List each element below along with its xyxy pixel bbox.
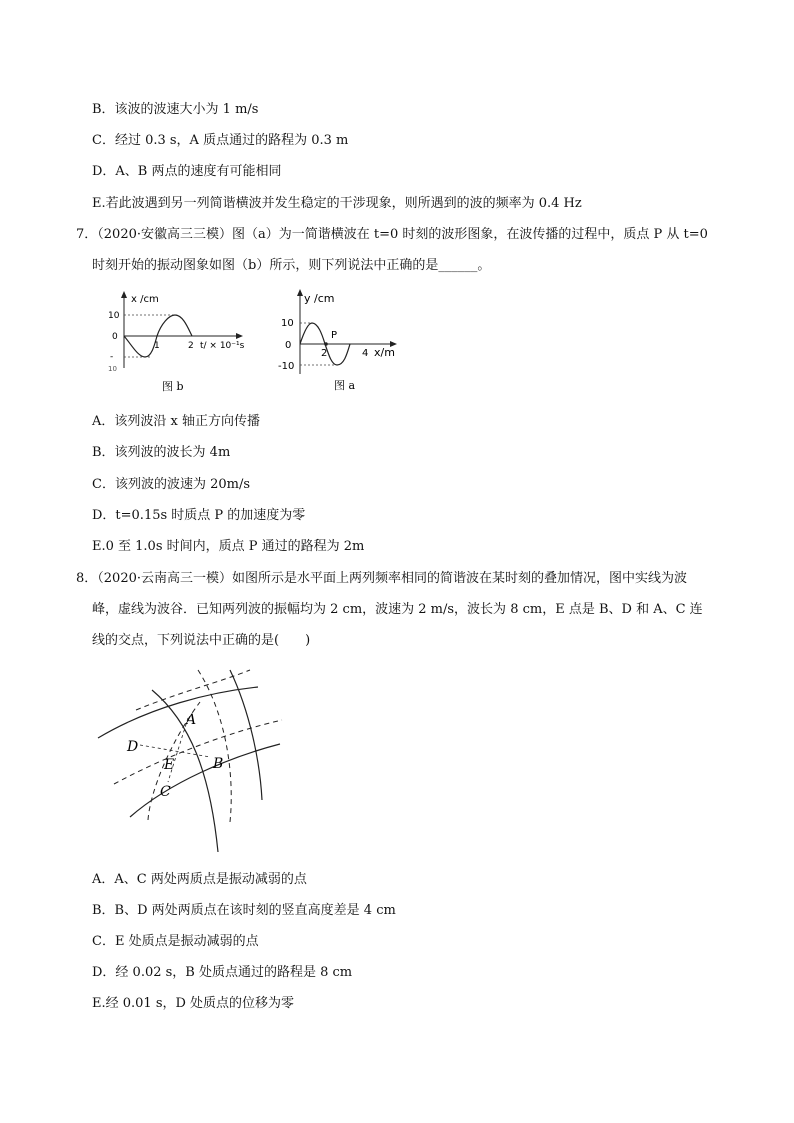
q6-option-d: D．A、B 两点的速度有可能相同 <box>92 164 282 179</box>
fig-b-caption: 图 b <box>162 380 184 393</box>
fig-label-a: A <box>186 712 197 728</box>
q7-option-c: C．该列波的波速为 20m/s <box>92 477 250 492</box>
fig-label-b: B <box>213 756 224 772</box>
fig-a-tick-10: 10 <box>281 318 294 329</box>
fig-b-tick-1: 1 <box>154 341 160 351</box>
q7-option-a: A．该列波沿 x 轴正方向传播 <box>92 414 260 429</box>
q8-stem-line3: 线的交点，下列说法中正确的是( ) <box>92 633 311 648</box>
fig-a-y-label: y /cm <box>304 292 335 305</box>
q7-figure-a <box>276 286 426 398</box>
q7-stem-line2: 时刻开始的振动图象如图（b）所示，则下列说法中正确的是______。 <box>92 258 491 273</box>
fig-label-c: C <box>160 784 171 800</box>
fig-a-tick-4: 4 <box>362 348 369 359</box>
fig-a-tick-2: 2 <box>321 348 328 359</box>
q8-stem-line1: 8．（2020·云南高三一模）如图所示是水平面上两列频率相同的简谐波在某时刻的叠加情况，图中实线为波 <box>76 571 687 586</box>
fig-a-x-label: x/m <box>374 346 395 359</box>
fig-label-e: E <box>164 757 175 773</box>
q8-option-b: B．B、D 两处两质点在该时刻的竖直高度差是 4 cm <box>92 903 396 918</box>
q6-option-c: C．经过 0.3 s，A 质点通过的路程为 0.3 m <box>92 133 349 148</box>
q8-interference-figure <box>90 662 290 857</box>
q7-option-b: B．该列波的波长为 4m <box>92 445 231 460</box>
fig-a-point-p: P <box>331 330 338 341</box>
q8-option-e: E.经 0.01 s，D 处质点的位移为零 <box>92 996 295 1011</box>
fig-b-x-label: t/ × 10⁻¹s <box>200 341 245 351</box>
q7-stem-line1: 7．（2020·安徽高三三模）图（a）为一简谐横波在 t=0 时刻的波形图象，在波传播的过程中，质点 P 从 t=0 <box>76 227 708 242</box>
fig-b-tick-2: 2 <box>188 341 194 351</box>
q8-option-a: A．A、C 两处两质点是振动减弱的点 <box>92 872 307 887</box>
q6-option-b: B．该波的波速大小为 1 m/s <box>92 102 259 117</box>
q7-option-e: E.0 至 1.0s 时间内，质点 P 通过的路程为 2m <box>92 539 365 554</box>
q8-option-d: D．经 0.02 s，B 处质点通过的路程是 8 cm <box>92 965 353 980</box>
fig-a-caption: 图 a <box>334 379 356 392</box>
q7-option-d: D．t=0.15s 时质点 P 的加速度为零 <box>92 508 306 523</box>
fig-a-tick-0: 0 <box>285 340 292 351</box>
q8-option-c: C．E 处质点是振动减弱的点 <box>92 934 259 949</box>
q6-option-e: E.若此波遇到另一列简谐横波并发生稳定的干涉现象，则所遇到的波的频率为 0.4 Hz <box>92 196 582 211</box>
fig-a-tick-neg10: -10 <box>278 361 295 372</box>
fig-label-d: D <box>127 739 139 755</box>
q8-stem-line2: 峰，虚线为波谷．已知两列波的振幅均为 2 cm，波速为 2 m/s，波长为 8 cm，E 点是 B、D 和 A、C 连 <box>92 602 703 617</box>
fig-b-tick-neg-b: 10 <box>108 365 117 373</box>
q7-figure-b <box>100 288 260 398</box>
fig-b-tick-0: 0 <box>112 332 118 342</box>
fig-b-y-label: x /cm <box>131 294 159 305</box>
fig-b-tick-10: 10 <box>108 311 120 321</box>
fig-b-tick-neg-a: - <box>110 352 114 362</box>
